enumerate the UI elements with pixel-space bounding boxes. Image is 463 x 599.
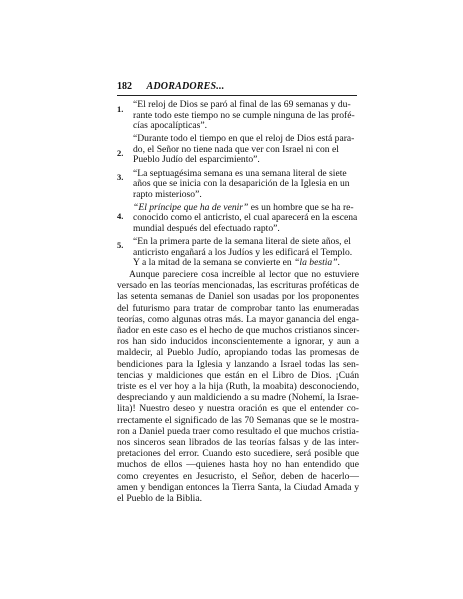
paragraph-line: ron a Daniel pueda traer como resultado el que muchos cristia- bbox=[117, 425, 359, 437]
italic-phrase: “la bestia” bbox=[294, 257, 338, 269]
list-item-text: . bbox=[337, 257, 340, 269]
paragraph-line: teorías, como algunas otras más. La mayor ganancia del enga- bbox=[117, 313, 359, 325]
list-item-line: cías apocalípticas”. bbox=[133, 120, 208, 132]
paragraph-line: rrectamente el significado de las 70 Semanas que se le mostra- bbox=[117, 414, 359, 426]
list-item-line: mundial después del efectuado rapto”. bbox=[133, 223, 280, 235]
paragraph-line: lita)! Nuestro deseo y nuestra oración es que el entender co- bbox=[117, 403, 359, 415]
paragraph-line: el Pueblo de la Biblia. bbox=[117, 493, 202, 505]
list-item-text: es un hombre que se ha re- bbox=[248, 201, 354, 213]
paragraph-line: las setenta semanas de Daniel son usadas por los proponentes bbox=[117, 291, 359, 303]
list-item bbox=[117, 169, 359, 201]
paragraph-line: tencias y maldiciones que están en el Libro de Dios. ¡Cuán bbox=[117, 369, 359, 381]
list-item-line: conocido como el anticristo, el cual aparecerá en la escena bbox=[133, 212, 358, 224]
list-item-line: “La septuagésima semana es una semana literal de siete bbox=[133, 167, 347, 179]
paragraph-line: triste es el ver hoy a la hija (Ruth, la moabita) desconociendo, bbox=[117, 381, 359, 393]
paragraph-line: Aunque pareciere cosa increíble al lector que no estuviere bbox=[129, 269, 359, 280]
paragraph-line: despreciando y aun maldiciendo a su madre (Nohemí, la Israe- bbox=[117, 392, 359, 404]
list-item-line: “El reloj de Dios se paró al final de las 69 semanas y du- bbox=[133, 99, 351, 110]
paragraph-line: del futurismo para tratar de comprobar tanto las enumeradas bbox=[117, 302, 359, 314]
paragraph-line: como creyentes en Jesucristo, el Señor, deben de hacerlo— bbox=[117, 470, 359, 482]
list-item-text: Y a la mitad de la semana se convierte en bbox=[133, 257, 295, 269]
list-item-line: anticristo engañará a los Judíos y les edificará el Templo. bbox=[133, 246, 353, 258]
paragraph-line: bendiciones para la Iglesia y lanzando a Israel todas las sen- bbox=[117, 358, 359, 370]
list-item-number: 2. bbox=[117, 148, 124, 159]
list-item bbox=[117, 100, 359, 132]
paragraph-line: nos sinceros sean librados de las teorías falsas y de las inter- bbox=[117, 437, 359, 449]
list-item-number: 4. bbox=[117, 210, 124, 221]
paragraph-line: maldecir, al Pueblo Judío, apropiando todas las promesas de bbox=[117, 347, 359, 359]
italic-phrase: “El príncipe que ha de venir” bbox=[133, 201, 249, 213]
header-rule bbox=[117, 95, 357, 96]
list-item-line: “En la primera parte de la semana literal de siete años, el bbox=[133, 236, 351, 248]
paragraph-line: muchos de ellos —quienes hasta hoy no han entendido que bbox=[117, 459, 359, 471]
paragraph-line: ros han sido inducidos inconscientemente a ignorar, y aun a bbox=[117, 336, 359, 348]
list-item-line: rapto misterioso”. bbox=[133, 188, 202, 200]
running-header bbox=[117, 80, 357, 94]
list-item-line: rante todo este tiempo no se cumple ninguna de las profé- bbox=[133, 109, 355, 121]
list-item bbox=[117, 134, 359, 166]
list-item-number: 1. bbox=[117, 104, 124, 114]
paragraph-line: amen y bendigan entonces la Tierra Santa, la Ciudad Amada y bbox=[117, 481, 359, 493]
page-number: 182 bbox=[117, 81, 132, 92]
list-item bbox=[117, 203, 359, 235]
paragraph-line: pretaciones del error. Cuando esto sucediere, será posible que bbox=[117, 448, 359, 460]
list-item-number: 5. bbox=[117, 240, 124, 251]
list-item bbox=[117, 237, 359, 269]
list-item-line: años que se inicia con la desaparición de la Iglesia en un bbox=[133, 178, 350, 190]
list-item-line: “Durante todo el tiempo en que el reloj de Dios está para- bbox=[133, 133, 355, 145]
list-item-number: 3. bbox=[117, 171, 124, 182]
paragraph-line: ñador en este caso es el hecho de que muchos cristianos sincer- bbox=[117, 325, 360, 337]
list-item-line bbox=[133, 258, 359, 269]
list-item-line: do, el Señor no tiene nada que ver con Israel ni con el bbox=[133, 143, 339, 155]
running-title: ADORADORES... bbox=[146, 81, 225, 92]
list-item-line: Pueblo Judío del esparcimiento”. bbox=[133, 154, 260, 166]
body-paragraph bbox=[117, 269, 359, 504]
paragraph-line: versado en las teorías mencionadas, las escrituras proféticas de bbox=[117, 280, 359, 292]
numbered-list bbox=[117, 100, 359, 271]
